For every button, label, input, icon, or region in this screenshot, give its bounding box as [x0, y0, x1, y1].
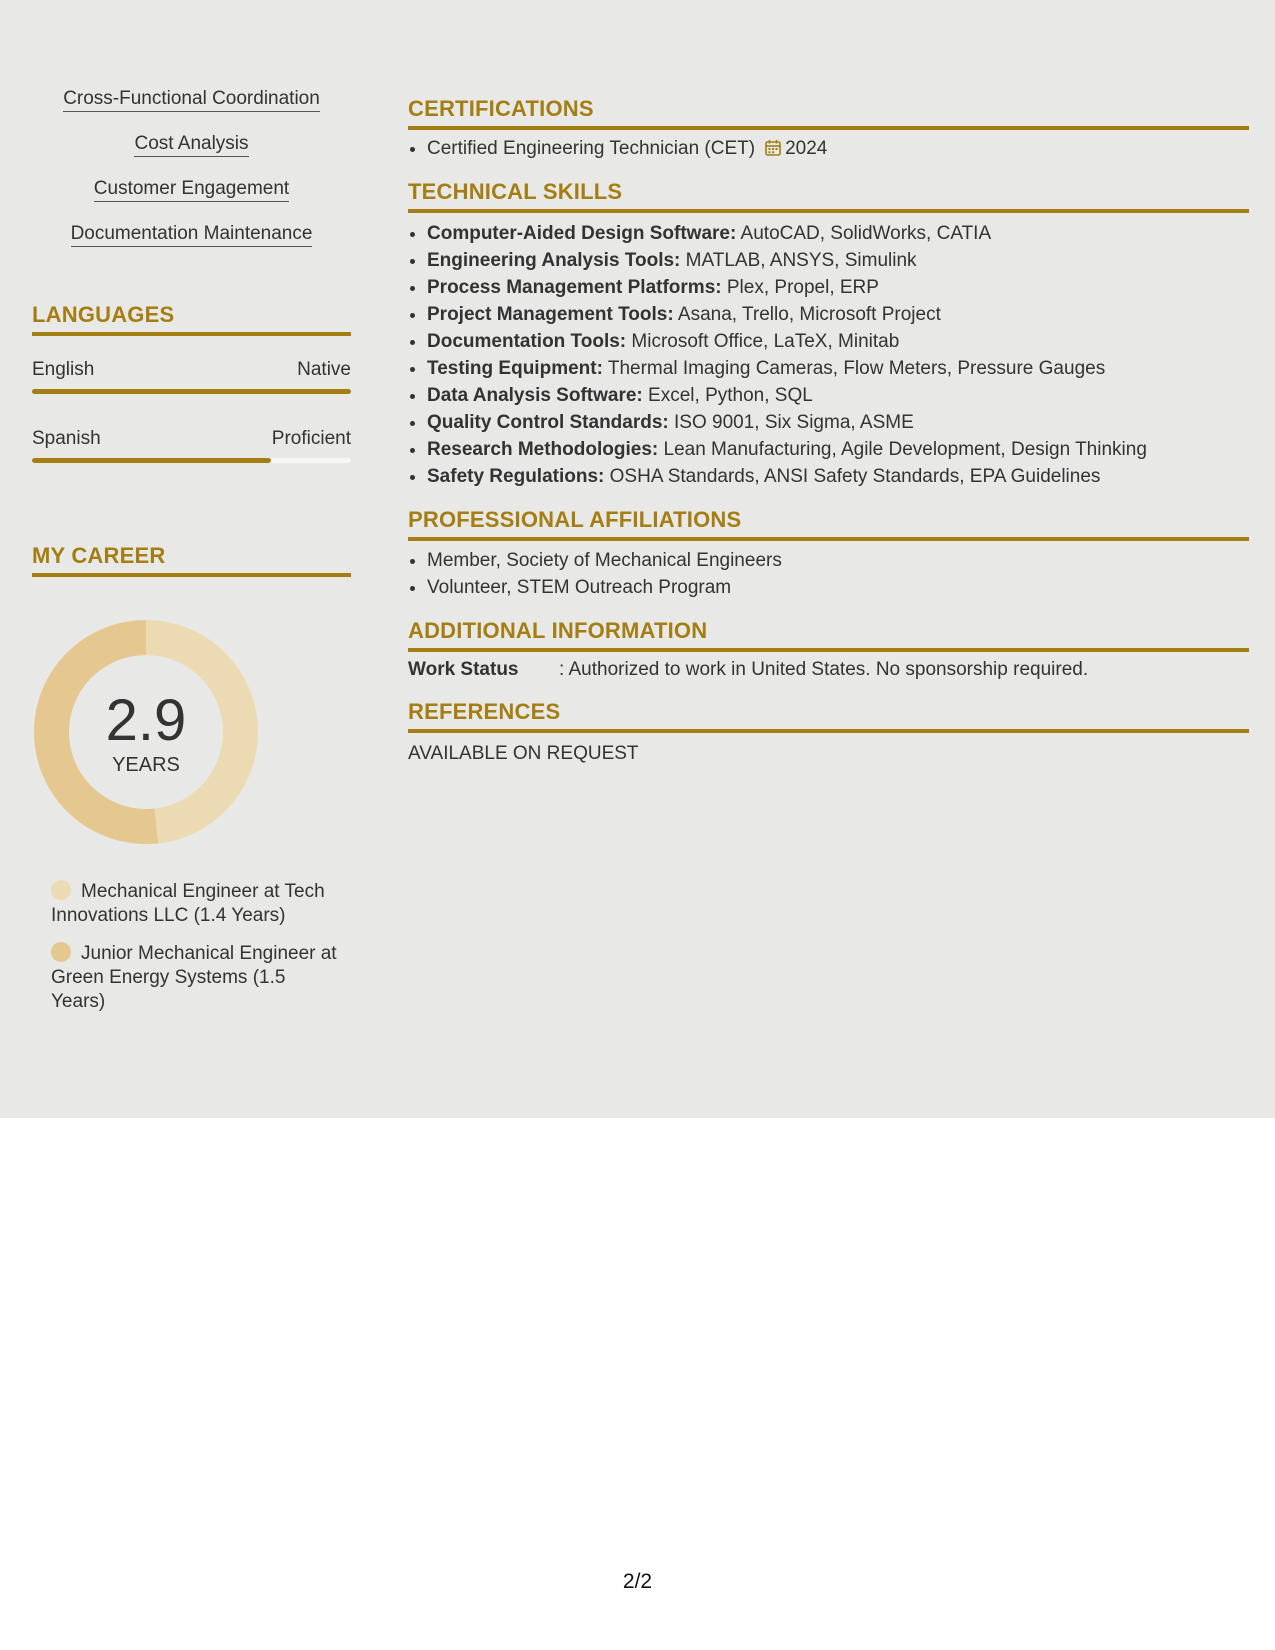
language-level: Proficient: [271, 428, 351, 449]
skill-category-label: Safety Regulations:: [427, 466, 605, 487]
technical-skills-list: [408, 220, 1247, 490]
skill-label: Cross-Functional Coordination: [63, 88, 320, 112]
skill-category-value: Plex, Propel, ERP: [726, 277, 879, 298]
skill-category-item: [427, 220, 1247, 247]
career-total-value: 2.9: [105, 688, 187, 753]
skill-item: [32, 178, 351, 202]
skill-item: [32, 88, 351, 112]
language-level: Native: [297, 359, 351, 380]
skill-category-item: [427, 382, 1247, 409]
skill-category-item: [427, 409, 1247, 436]
section-rule: [408, 729, 1249, 733]
certification-item: [427, 135, 1247, 162]
language-bar-fill: [32, 458, 271, 463]
certifications-title: CERTIFICATIONS: [408, 96, 594, 121]
skill-category-item: [427, 328, 1247, 355]
skill-category-label: Data Analysis Software:: [427, 385, 643, 406]
skill-category-value: ISO 9001, Six Sigma, ASME: [674, 412, 914, 433]
section-rule: [408, 537, 1249, 541]
skill-category-label: Engineering Analysis Tools:: [427, 250, 681, 271]
affiliations-list: [408, 547, 1247, 601]
technical-skills-title: TECHNICAL SKILLS: [408, 179, 623, 204]
skill-label: Documentation Maintenance: [71, 223, 313, 247]
references-title: REFERENCES: [408, 699, 561, 724]
references-text: AVAILABLE ON REQUEST: [408, 743, 639, 764]
skill-category-label: Computer-Aided Design Software:: [427, 223, 737, 244]
skill-category-value: Microsoft Office, LaTeX, Minitab: [631, 331, 900, 352]
skill-label: Customer Engagement: [94, 178, 289, 202]
language-bar-fill: [32, 389, 351, 394]
skill-category-label: Testing Equipment:: [427, 358, 603, 379]
skill-category-item: [427, 247, 1247, 274]
career-total-unit: YEARS: [112, 754, 180, 776]
skill-category-item: [427, 436, 1247, 463]
skill-category-label: Process Management Platforms:: [427, 277, 722, 298]
skill-category-value: MATLAB, ANSYS, Simulink: [685, 250, 917, 271]
section-rule: [408, 209, 1249, 213]
section-rule: [32, 332, 351, 336]
certification-name: Certified Engineering Technician (CET): [427, 138, 756, 159]
skill-category-item: [427, 463, 1247, 490]
skill-category-value: Excel, Python, SQL: [648, 385, 813, 406]
skill-category-value: AutoCAD, SolidWorks, CATIA: [740, 223, 992, 244]
legend-label: Junior Mechanical Engineer at Green Energy Systems (1.5 Years): [51, 943, 337, 1012]
certifications-list: [408, 135, 1247, 162]
affiliation-item: • Volunteer, STEM Outreach Program: [427, 574, 1247, 601]
work-status-value: : Authorized to work in United States. No sponsorship required.: [559, 659, 1089, 680]
legend-dot: [51, 880, 71, 900]
affiliations-title: PROFESSIONAL AFFILIATIONS: [408, 507, 742, 532]
languages-title: LANGUAGES: [32, 302, 175, 327]
certification-year: 2024: [785, 138, 828, 159]
calendar-icon: [765, 139, 781, 156]
section-rule: [408, 648, 1249, 652]
career-legend-item: [51, 880, 341, 928]
skill-category-item: [427, 355, 1247, 382]
skill-item: [32, 223, 351, 247]
section-rule: [408, 126, 1249, 130]
work-status-label: Work Status: [408, 659, 519, 680]
language-bar-track: [32, 389, 351, 394]
skill-label: Cost Analysis: [134, 133, 248, 157]
legend-label: Mechanical Engineer at Tech Innovations LLC (1.4 Years): [51, 881, 325, 926]
affiliation-item: • Member, Society of Mechanical Engineers: [427, 547, 1247, 574]
skill-category-label: Quality Control Standards:: [427, 412, 669, 433]
page-number: 2/2: [622, 1570, 653, 1593]
language-bar-track: [32, 458, 351, 463]
legend-dot: [51, 942, 71, 962]
section-rule: [32, 573, 351, 577]
additional-info-title: ADDITIONAL INFORMATION: [408, 618, 708, 643]
career-legend-item: [51, 942, 341, 1014]
skill-category-item: [427, 301, 1247, 328]
skill-category-label: Documentation Tools:: [427, 331, 627, 352]
language-name: Spanish: [32, 428, 101, 449]
skill-category-value: Thermal Imaging Cameras, Flow Meters, Pressure Gauges: [607, 358, 1106, 379]
career-title: MY CAREER: [32, 543, 166, 568]
language-name: English: [32, 359, 95, 380]
skill-category-label: Project Management Tools:: [427, 304, 674, 325]
skill-category-value: Lean Manufacturing, Agile Development, Design Thinking: [663, 439, 1147, 460]
skill-category-item: [427, 274, 1247, 301]
skill-category-value: Asana, Trello, Microsoft Project: [677, 304, 941, 325]
skill-category-label: Research Methodologies:: [427, 439, 659, 460]
skill-item: [32, 133, 351, 157]
skill-category-value: OSHA Standards, ANSI Safety Standards, EPA Guidelines: [609, 466, 1101, 487]
